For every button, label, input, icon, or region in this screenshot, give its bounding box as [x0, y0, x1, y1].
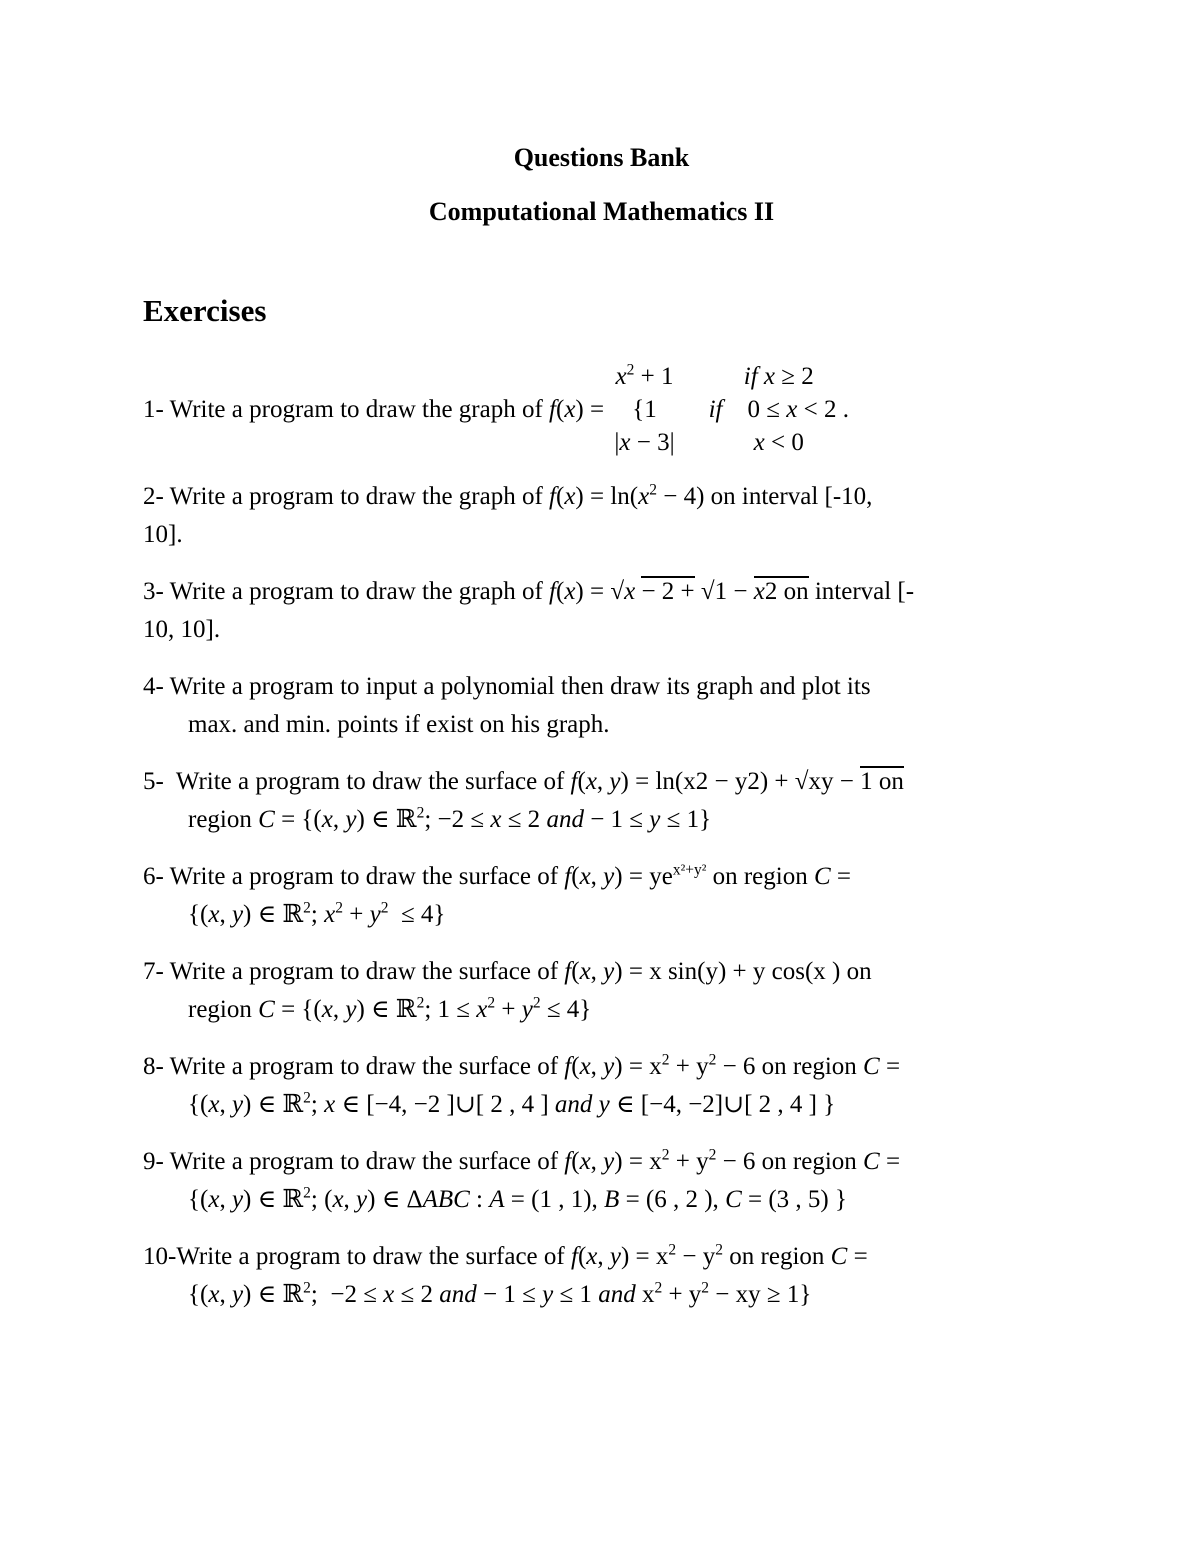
exercise-line: 5- Write a program to draw the surface of f(x, y) = ln(x2 − y2) + √xy − 1 on: [143, 768, 904, 795]
exercise-3: [143, 573, 1060, 649]
exercise-10: [143, 1238, 1060, 1314]
exercise-line: 9- Write a program to draw the surface of f(x, $y) = x^2 + y^2 - 6$ on region C =: [143, 1146, 901, 1175]
section-heading-exercises: Exercises: [143, 293, 267, 328]
exercise-line: region C = {(x, y) ∈ ℝ$^2$; $1 \le x^2 + y^2 \le 4$}: [188, 994, 592, 1023]
exercise-1-body: [143, 360, 1060, 459]
document-title: Questions Bank: [513, 143, 690, 172]
exercise-line: {(x, y) ∈ ℝ$^2$; $x^2 + y^2 \le 4$}: [188, 899, 446, 928]
exercise-1-text: 1- Write a program to draw the graph of f(x) =: [143, 396, 611, 423]
exercise-8: [143, 1048, 1060, 1124]
exercise-line: 8- Write a program to draw the surface of f(x, $y) = x^2 + y^2 - 6$ on region C =: [143, 1051, 901, 1080]
piecewise-value-3: |x − 3|: [614, 429, 675, 456]
exercise-line: 10].: [143, 521, 183, 548]
exercise-line: region C = {(x, y) ∈ ℝ$^2$; −2 ≤ x ≤ 2 and − 1 ≤ y ≤ 1}: [188, 804, 712, 833]
exercise-line: {(x, y) ∈ ℝ$^2$; x ∈ [−4, −2 ]∪[ 2 , 4 ] and y ∈ [−4, −2]∪[ 2 , 4 ] }: [188, 1089, 836, 1118]
piecewise-value-2: {1: [632, 396, 657, 423]
exercise-line: 4- Write a program to input a polynomial then draw its graph and plot its: [143, 673, 871, 700]
piecewise-function: [614, 360, 849, 459]
piecewise-condition-3: x < 0: [753, 429, 804, 456]
exercise-line: 10-Write a program to draw the surface of f(x, $y) = x^2 - y^2$ on region C =: [143, 1241, 868, 1270]
exercise-line: 10, 10].: [143, 616, 221, 643]
exercise-5: [143, 763, 1060, 839]
exercise-line: 6- Write a program to draw the surface of f(x, $y) = ye^{x^2+y^2}$ on region C =: [143, 861, 852, 890]
exercise-4: [143, 668, 1060, 744]
piecewise-condition-1: if x ≥ 2: [743, 363, 814, 390]
exercise-line: 7- Write a program to draw the surface of f(x, y) = x sin(y) + y cos(x ) on: [143, 958, 872, 985]
exercise-line: 3- Write a program to draw the graph of f(x) = √x − 2 + √1 − x2 on interval [-: [143, 578, 915, 605]
exercise-1: [143, 360, 1060, 459]
exercise-line: {(x, y) ∈ ℝ$^2$; −2 ≤ x ≤ 2 and − 1 ≤ y ≤ 1 and $x^2 + y^2$ − xy ≥ 1}: [188, 1279, 812, 1308]
exercise-2: [143, 478, 1060, 554]
exercise-9: [143, 1143, 1060, 1219]
piecewise-condition-2: if 0 ≤ x < 2 .: [708, 396, 849, 423]
document-subtitle: Computational Mathematics II: [428, 197, 775, 226]
exercise-line: {(x, y) ∈ ℝ$^2$; (x, y) ∈ ΔABC : A = (1 , 1), B = (6 , 2 ), C = (3 , 5) }: [188, 1184, 847, 1213]
piecewise-value-1: $x^2 + 1$: [615, 361, 674, 390]
exercise-6: [143, 858, 1060, 934]
exercise-line: max. and min. points if exist on his graph.: [188, 711, 610, 738]
exercise-7: [143, 953, 1060, 1029]
exercise-line: 2- Write a program to draw the graph of $f(x) = \ln(x^2 - 4)$ on interval [-10,: [143, 481, 873, 510]
